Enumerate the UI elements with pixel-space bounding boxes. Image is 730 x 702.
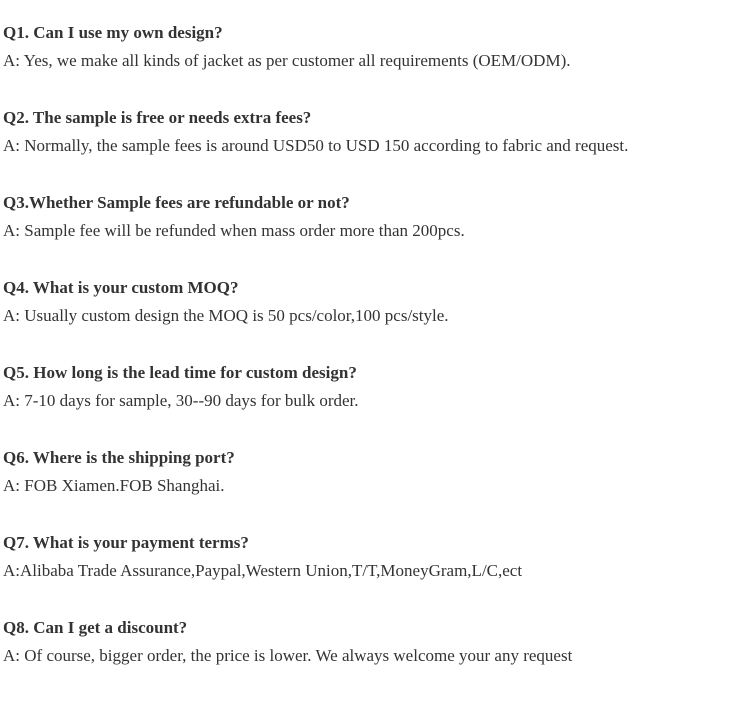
- faq-question-3: Q3.Whether Sample fees are refundable or not?: [3, 193, 350, 212]
- faq-question-5: Q5. How long is the lead time for custom design?: [3, 363, 357, 382]
- faq-item-1: [3, 22, 727, 107]
- faq-list: [3, 22, 727, 702]
- faq-question-7: Q7. What is your payment terms?: [3, 533, 249, 552]
- faq-answer-7: A:Alibaba Trade Assurance,Paypal,Western Union,T/T,MoneyGram,L/C,ect: [3, 561, 523, 580]
- faq-question-6: Q6. Where is the shipping port?: [3, 448, 235, 467]
- faq-question-4: Q4. What is your custom MOQ?: [3, 278, 239, 297]
- faq-answer-5: A: 7-10 days for sample, 30--90 days for bulk order.: [3, 391, 359, 410]
- faq-answer-4: A: Usually custom design the MOQ is 50 pcs/color,100 pcs/style.: [3, 306, 449, 325]
- faq-item-6: [3, 447, 727, 532]
- faq-answer-8: A: Of course, bigger order, the price is lower. We always welcome your any request: [3, 646, 573, 665]
- faq-answer-2: A: Normally, the sample fees is around USD50 to USD 150 according to fabric and request.: [3, 136, 629, 155]
- faq-answer-6: A: FOB Xiamen.FOB Shanghai.: [3, 476, 225, 495]
- faq-answer-3: A: Sample fee will be refunded when mass order more than 200pcs.: [3, 221, 465, 240]
- faq-question-2: Q2. The sample is free or needs extra fees?: [3, 108, 312, 127]
- faq-item-2: [3, 107, 727, 192]
- faq-answer-1: A: Yes, we make all kinds of jacket as per customer all requirements (OEM/ODM).: [3, 51, 571, 70]
- faq-question-8: Q8. Can I get a discount?: [3, 618, 188, 637]
- faq-item-3: [3, 192, 727, 277]
- faq-item-4: [3, 277, 727, 362]
- faq-item-7: [3, 532, 727, 617]
- faq-item-8: [3, 617, 727, 702]
- faq-item-5: [3, 362, 727, 447]
- faq-question-1: Q1. Can I use my own design?: [3, 23, 223, 42]
